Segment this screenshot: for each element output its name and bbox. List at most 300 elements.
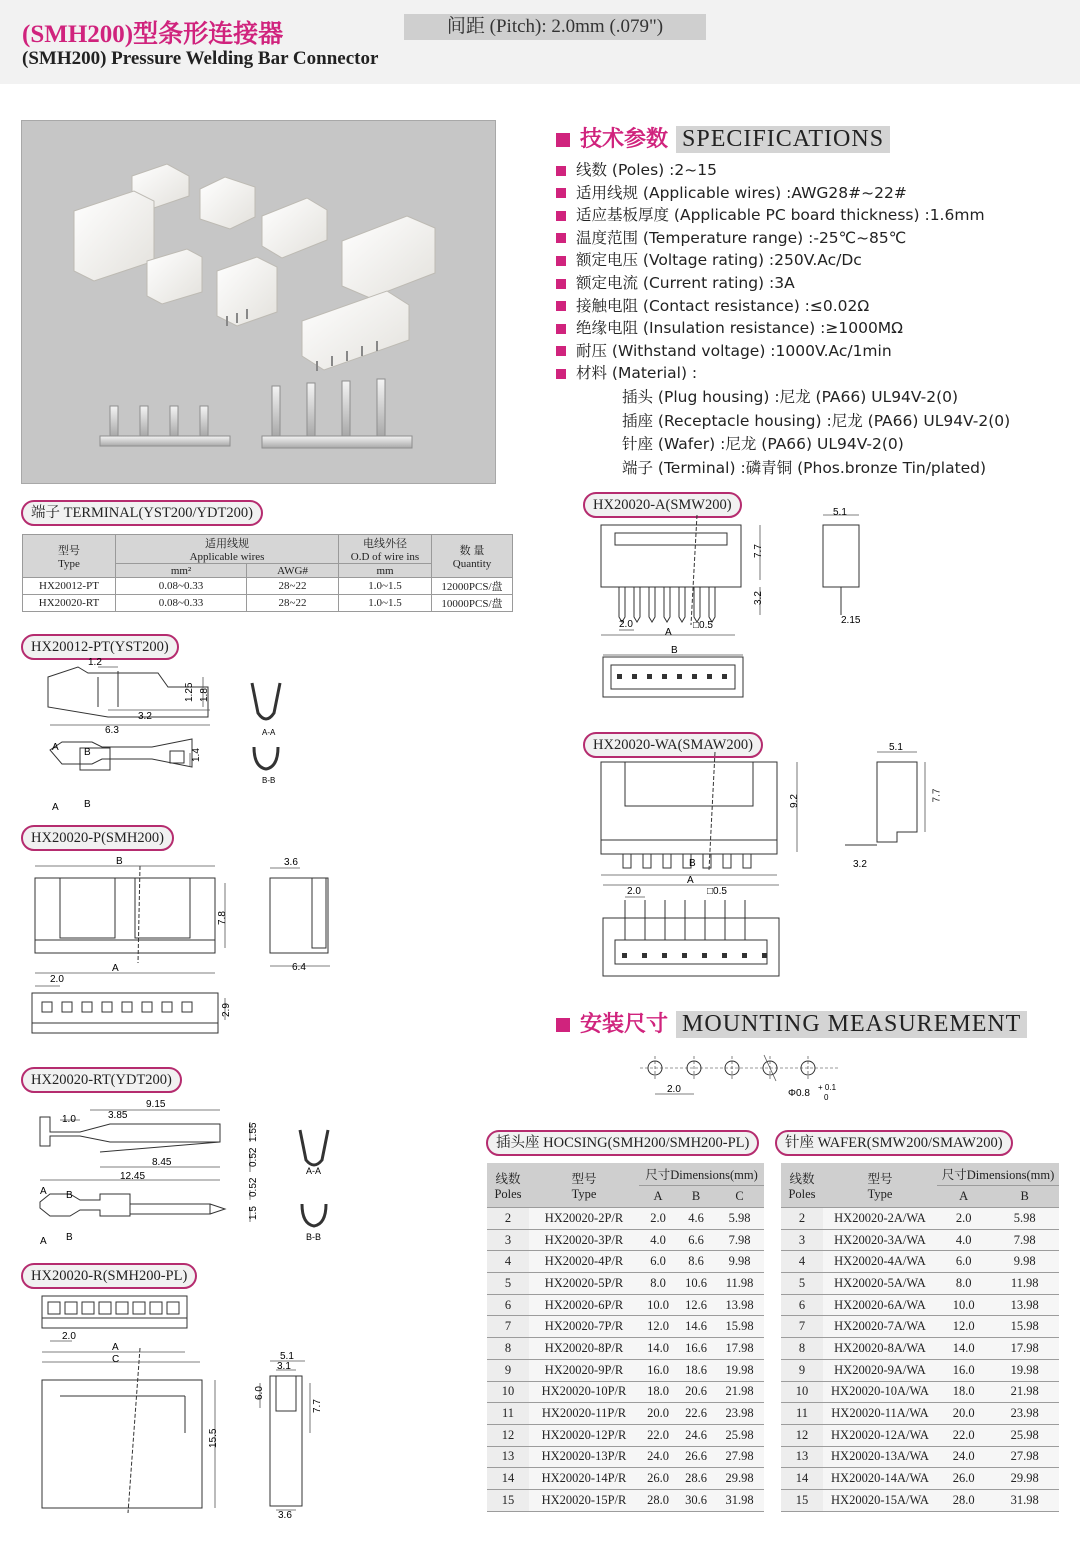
table-cell: 17.98 [715,1338,764,1360]
wafer-col-type-en: Type [867,1186,893,1201]
bullet-square-icon [556,1018,570,1032]
bullet-square-icon [556,324,566,334]
section-a1-top: A [40,1186,47,1197]
section-b-bottom: B [84,799,91,810]
table-cell: 14.6 [677,1316,715,1338]
mounting-heading-cn: 安装尺寸 [580,1012,669,1037]
table-cell: 1.0~1.5 [339,595,432,612]
table-row [487,1403,764,1425]
table-cell: 8.6 [677,1251,715,1273]
spec-item-text: 适应基板厚度 (Applicable PC board thickness) :1.6mm [576,206,985,225]
table-cell: 5.98 [715,1208,764,1230]
table-cell: 18.0 [639,1381,677,1403]
spec-item-text: 额定电压 (Voltage rating) :250V.Ac/Dc [576,251,862,270]
drawing-r [20,1288,340,1520]
spec-item [556,248,862,270]
table-cell: 26.6 [677,1446,715,1468]
table-row [781,1294,1059,1316]
table-cell: 4.6 [677,1208,715,1230]
rt-section-aa-label: A-A [306,1166,322,1176]
table-cell: 4.0 [639,1229,677,1251]
table-cell: 12 [781,1424,823,1446]
table-cell: 8 [487,1338,529,1360]
table-cell: 14 [781,1468,823,1490]
table-cell: HX20020-6P/R [529,1294,639,1316]
dim-pt-6: 1.4 [191,748,202,762]
table-cell: HX20020-2A/WA [823,1208,937,1230]
bullet-square-icon [556,233,566,243]
table-row [23,578,513,595]
dim-r-3: 3.1 [277,1361,291,1372]
table-cell: 21.98 [990,1381,1059,1403]
table-cell: 5 [781,1273,823,1295]
table-row [487,1446,764,1468]
table-cell: 8.0 [639,1273,677,1295]
terminal-col-wires [116,535,339,564]
table-row [487,1208,764,1230]
table-cell: 15 [487,1489,529,1511]
dim-smaw-a: A [687,875,694,886]
table-cell: 16.0 [937,1359,990,1381]
dim-rt-4: 8.45 [152,1157,172,1168]
table-cell: 27.98 [990,1446,1059,1468]
table-cell: HX20020-3P/R [529,1229,639,1251]
mounting-hole: Φ0.8 [788,1088,810,1099]
drawing-rt [20,1092,340,1252]
mounting-tol-zero: 0 [824,1093,829,1102]
table-cell: 4.0 [937,1229,990,1251]
spec-item-text: 额定电流 (Current rating) :3A [576,274,795,292]
table-row [487,1468,764,1490]
table-cell: HX20020-14P/R [529,1468,639,1490]
housing-col-b: B [677,1186,715,1208]
drawing-label-p: HX20020-P(SMH200) [21,825,174,851]
table-cell: 15 [781,1489,823,1511]
spec-item-text: 温度范围 (Temperature range) :-25℃~85℃ [576,228,907,247]
housing-table [487,1163,764,1512]
table-cell: 5 [487,1273,529,1295]
housing-col-poles-en: Poles [494,1186,522,1201]
dim-p-1: 7.8 [217,911,228,925]
dim-rt-6: 1.55 [248,1122,259,1142]
r-cavities [48,1302,179,1314]
wafer-col-a: A [937,1186,990,1208]
table-row [781,1208,1059,1230]
table-row [781,1381,1059,1403]
housing-col-c: C [715,1186,764,1208]
table-cell: 29.98 [715,1468,764,1490]
table-cell: 28.0 [937,1489,990,1511]
table-row [487,1316,764,1338]
table-cell: 31.98 [715,1489,764,1511]
table-cell: 6.0 [937,1251,990,1273]
terminal-col-qty-cn: 数 量 [459,545,485,557]
drawing-pt [20,655,320,815]
housing-col-a: A [639,1186,677,1208]
table-row [781,1403,1059,1425]
bullet-square-icon [556,346,566,356]
dim-p-5: 2.9 [221,1003,232,1017]
wafer-table-label: 针座 WAFER(SMW200/SMAW200) [775,1130,1013,1156]
table-cell: 14 [487,1468,529,1490]
table-cell: 5.98 [990,1208,1059,1230]
table-cell: 0.08~0.33 [116,595,247,612]
table-cell: 6 [487,1294,529,1316]
table-cell: 26.0 [639,1468,677,1490]
section-aa-label: A-A [262,728,276,737]
terminal-label: 端子 TERMINAL(YST200/YDT200) [21,500,263,526]
table-cell: 20.0 [937,1403,990,1425]
section-b1-bottom: B [66,1232,73,1243]
dim-r-2: 5.1 [280,1351,294,1362]
dim-smw-3: 3.2 [753,591,764,605]
drawing-label-rt: HX20020-RT(YDT200) [21,1067,182,1093]
wafer-col-dimensions: 尺寸Dimensions(mm) [937,1163,1059,1186]
dim-pt-1: 1.2 [88,657,102,668]
terminal-table [22,534,513,612]
section-b-top: B [84,747,91,758]
housing-col-dimensions: 尺寸Dimensions(mm) [639,1163,764,1186]
dim-r-6: 15.5 [208,1428,219,1448]
specifications-heading-cn: 技术参数 [580,127,669,152]
dim-pt-3: 1.8 [199,688,210,702]
page-title-en: (SMH200) Pressure Welding Bar Connector [22,48,379,69]
table-cell: HX20020-6A/WA [823,1294,937,1316]
spec-item-text: 材料 (Material) : [576,364,698,383]
table-row [781,1489,1059,1511]
table-cell: 12.0 [639,1316,677,1338]
terminal-col-od-cn: 电线外径 [363,538,407,550]
table-cell: 2.0 [639,1208,677,1230]
table-cell: 12000PCS/盘 [432,578,513,595]
dim-smaw-6: □0.5 [707,886,727,897]
table-cell: 8.0 [937,1273,990,1295]
table-cell: HX20020-7A/WA [823,1316,937,1338]
material-item: 端子 (Terminal) :磷青铜 (Phos.bronze Tin/plated) [622,458,987,477]
dim-smaw-4: 3.2 [853,859,867,870]
mounting-heading [556,1007,1027,1038]
wafer-table [781,1163,1059,1512]
table-cell: 12.6 [677,1294,715,1316]
dim-pt-5: 6.3 [105,725,119,736]
table-cell: 23.98 [715,1403,764,1425]
table-cell: 31.98 [990,1489,1059,1511]
spec-item [556,339,892,361]
terminal-col-type-en: Type [58,558,80,570]
dim-smaw-1: 5.1 [889,742,903,753]
table-cell: 25.98 [990,1424,1059,1446]
wafer-col-type-cn: 型号 [867,1171,893,1186]
dim-rt-3: 1.0 [62,1114,76,1125]
drawing-label-pt: HX20012-PT(YST200) [21,634,179,660]
drawing-smaw [585,740,903,995]
table-row [487,1489,764,1511]
dim-smw-6: 2.15 [841,615,861,626]
dim-smw-a: A [665,627,672,638]
table-cell: 7.98 [990,1229,1059,1251]
pitch-label: 间距 (Pitch): 2.0mm (.079") [404,14,706,40]
table-cell: 9 [781,1359,823,1381]
table-cell: 16.6 [677,1338,715,1360]
table-row [781,1446,1059,1468]
terminal-col-wires-en: Applicable wires [189,551,265,563]
table-cell: 10.0 [937,1294,990,1316]
table-cell: 13 [487,1446,529,1468]
housing-table-label: 插头座 HOCSING(SMH200/SMH200-PL) [486,1130,759,1156]
dim-smaw-5: 2.0 [627,886,641,897]
wafer-col-poles [781,1163,823,1208]
specifications-heading-en: SPECIFICATIONS [676,126,890,153]
smw-pin-squares [617,674,727,679]
table-cell: 8 [781,1338,823,1360]
table-cell: HX20020-9A/WA [823,1359,937,1381]
housing-col-poles-cn: 线数 [495,1171,521,1186]
bullet-square-icon [556,369,566,379]
table-cell: HX20020-5A/WA [823,1273,937,1295]
mounting-pitch: 2.0 [667,1084,681,1095]
table-cell: HX20020-15A/WA [823,1489,937,1511]
table-cell: HX20020-13A/WA [823,1446,937,1468]
dim-smaw-3: 7.7 [931,788,943,803]
table-cell: 10 [487,1381,529,1403]
dim-r-4: 6.0 [254,1386,265,1400]
table-cell: 20.0 [639,1403,677,1425]
spec-item [556,271,795,293]
table-cell: 10000PCS/盘 [432,595,513,612]
table-cell: 2.0 [937,1208,990,1230]
table-cell: 24.6 [677,1424,715,1446]
section-b1-top: B [66,1190,73,1201]
dim-rt-9: 1.5 [248,1206,259,1220]
table-cell: 6 [781,1294,823,1316]
spec-item [556,294,869,316]
table-cell: 3 [781,1229,823,1251]
spec-item [556,203,985,225]
table-cell: 24.0 [639,1446,677,1468]
table-row [487,1359,764,1381]
table-cell: 10.6 [677,1273,715,1295]
table-cell: HX20020-9P/R [529,1359,639,1381]
table-cell: 9.98 [715,1251,764,1273]
drawing-p [20,848,340,1068]
product-photo [21,120,496,484]
dim-smaw-b: B [689,858,696,869]
table-cell: 3 [487,1229,529,1251]
table-cell: 18.6 [677,1359,715,1381]
table-cell: HX20020-8P/R [529,1338,639,1360]
table-cell: HX20020-RT [23,595,116,612]
wafer-col-poles-en: Poles [788,1186,816,1201]
table-cell: 13.98 [990,1294,1059,1316]
section-a-bottom: A [52,802,59,813]
terminals-illustration [100,379,412,448]
table-cell: HX20020-2P/R [529,1208,639,1230]
material-item: 插座 (Receptacle housing) :尼龙 (PA66) UL94V-2(0) [622,411,1011,430]
table-cell: 9 [487,1359,529,1381]
table-cell: 11 [487,1403,529,1425]
drawing-smw [585,505,885,715]
dim-p-2: 3.6 [284,857,298,868]
dim-p-4: 2.0 [50,974,64,985]
terminal-col-type [23,535,116,578]
table-cell: 28~22 [247,578,339,595]
spec-item [556,226,906,248]
bullet-square-icon [556,166,566,176]
table-cell: 16.0 [639,1359,677,1381]
spec-item [556,158,717,180]
dim-smw-5: □0.5 [693,620,713,631]
table-cell: 28.6 [677,1468,715,1490]
terminal-col-od [339,535,432,564]
table-row [487,1229,764,1251]
wafer-col-b: B [990,1186,1059,1208]
table-row [487,1424,764,1446]
table-cell: 15.98 [990,1316,1059,1338]
table-cell: HX20020-4P/R [529,1251,639,1273]
table-cell: 13 [781,1446,823,1468]
table-cell: HX20020-4A/WA [823,1251,937,1273]
table-cell: 14.0 [639,1338,677,1360]
wafer-col-type [823,1163,937,1208]
table-row [781,1251,1059,1273]
bullet-square-icon [556,133,570,147]
table-cell: 12 [487,1424,529,1446]
terminal-col-mm2: mm² [116,564,247,578]
table-row [487,1381,764,1403]
table-cell: 26.0 [937,1468,990,1490]
table-cell: 22.0 [639,1424,677,1446]
terminal-col-qty [432,535,513,578]
table-cell: 20.6 [677,1381,715,1403]
dim-pt-4: 3.2 [138,711,152,722]
dim-p-a: A [112,963,119,974]
table-row [781,1359,1059,1381]
table-cell: 28.0 [639,1489,677,1511]
spec-item-text: 适用线规 (Applicable wires) :AWG28#~22# [576,183,907,202]
table-row [781,1338,1059,1360]
bullet-square-icon [556,256,566,266]
wafer-col-poles-cn: 线数 [789,1171,815,1186]
terminal-col-od-en: O.D of wire ins [350,551,420,563]
table-cell: HX20020-15P/R [529,1489,639,1511]
terminal-col-wires-cn: 适用线规 [205,538,249,550]
dim-r-1: 2.0 [62,1331,76,1342]
dim-r-a: A [112,1342,119,1353]
spec-item [556,316,903,338]
table-row [781,1424,1059,1446]
dim-p-b: B [116,856,123,867]
table-row [23,595,513,612]
dim-rt-5: 12.45 [120,1171,146,1182]
table-cell: HX20020-3A/WA [823,1229,937,1251]
spec-item [556,181,907,203]
material-item: 针座 (Wafer) :尼龙 (PA66) UL94V-2(0) [622,435,904,453]
table-cell: 6.0 [639,1251,677,1273]
dim-pt-2: 1.25 [184,682,195,702]
rt-section-bb-label: B-B [306,1232,322,1242]
table-cell: HX20020-12P/R [529,1424,639,1446]
table-cell: 2 [487,1208,529,1230]
spec-item [556,361,697,383]
table-cell: 10 [781,1381,823,1403]
spec-item-text: 绝缘电阻 (Insulation resistance) :≥1000MΩ [576,319,904,338]
p-cavities [42,1002,192,1012]
dim-r-c: C [112,1354,120,1365]
terminal-col-awg: AWG# [247,564,339,578]
dim-smw-2: 7.7 [753,544,764,558]
table-cell: 0.08~0.33 [116,578,247,595]
table-cell: HX20020-7P/R [529,1316,639,1338]
dim-r-7: 3.6 [278,1510,292,1521]
table-cell: 23.98 [990,1403,1059,1425]
table-cell: 22.0 [937,1424,990,1446]
table-cell: 11.98 [715,1273,764,1295]
table-cell: 14.0 [937,1338,990,1360]
table-cell: HX20020-12A/WA [823,1424,937,1446]
housing-col-poles [487,1163,529,1208]
spec-item-text: 耐压 (Withstand voltage) :1000V.Ac/1min [576,341,892,360]
table-row [487,1251,764,1273]
table-cell: 17.98 [990,1338,1059,1360]
table-cell: HX20020-10A/WA [823,1381,937,1403]
table-cell: 21.98 [715,1381,764,1403]
table-cell: 18.0 [937,1381,990,1403]
mounting-heading-en: MOUNTING MEASUREMENT [676,1011,1027,1038]
table-cell: 25.98 [715,1424,764,1446]
table-row [781,1273,1059,1295]
dim-rt-8: 0.52 [248,1177,259,1197]
table-cell: 19.98 [990,1359,1059,1381]
bullet-square-icon [556,301,566,311]
table-cell: 7 [487,1316,529,1338]
dim-rt-1: 9.15 [146,1099,166,1110]
section-a-top: A [52,742,59,753]
table-row [781,1468,1059,1490]
table-cell: HX20020-10P/R [529,1381,639,1403]
table-row [487,1294,764,1316]
terminal-col-mm: mm [339,564,432,578]
table-cell: 2 [781,1208,823,1230]
table-cell: HX20020-14A/WA [823,1468,937,1490]
table-cell: 6.6 [677,1229,715,1251]
dim-rt-2: 3.85 [108,1110,128,1121]
drawing-label-r: HX20020-R(SMH200-PL) [21,1263,197,1289]
section-bb-label: B-B [262,776,276,785]
table-cell: 30.6 [677,1489,715,1511]
table-cell: 27.98 [715,1446,764,1468]
table-row [781,1316,1059,1338]
table-cell: HX20012-PT [23,578,116,595]
bullet-square-icon [556,188,566,198]
smw-pins [619,587,715,622]
table-cell: 1.0~1.5 [339,578,432,595]
dim-p-3: 6.4 [292,962,306,973]
housing-col-type-cn: 型号 [571,1171,597,1186]
table-cell: 7 [781,1316,823,1338]
material-item: 插头 (Plug housing) :尼龙 (PA66) UL94V-2(0) [622,388,959,406]
dim-smw-b: B [671,645,678,656]
drawing-label-smaw: HX20020-WA(SMAW200) [583,732,763,758]
housing-col-type-en: Type [571,1186,597,1201]
table-cell: 29.98 [990,1468,1059,1490]
table-cell: 24.0 [937,1446,990,1468]
table-row [487,1338,764,1360]
dim-smw-4: 2.0 [619,619,633,630]
table-cell: 10.0 [639,1294,677,1316]
housing-col-type [529,1163,639,1208]
table-cell: 22.6 [677,1403,715,1425]
table-cell: 7.98 [715,1229,764,1251]
